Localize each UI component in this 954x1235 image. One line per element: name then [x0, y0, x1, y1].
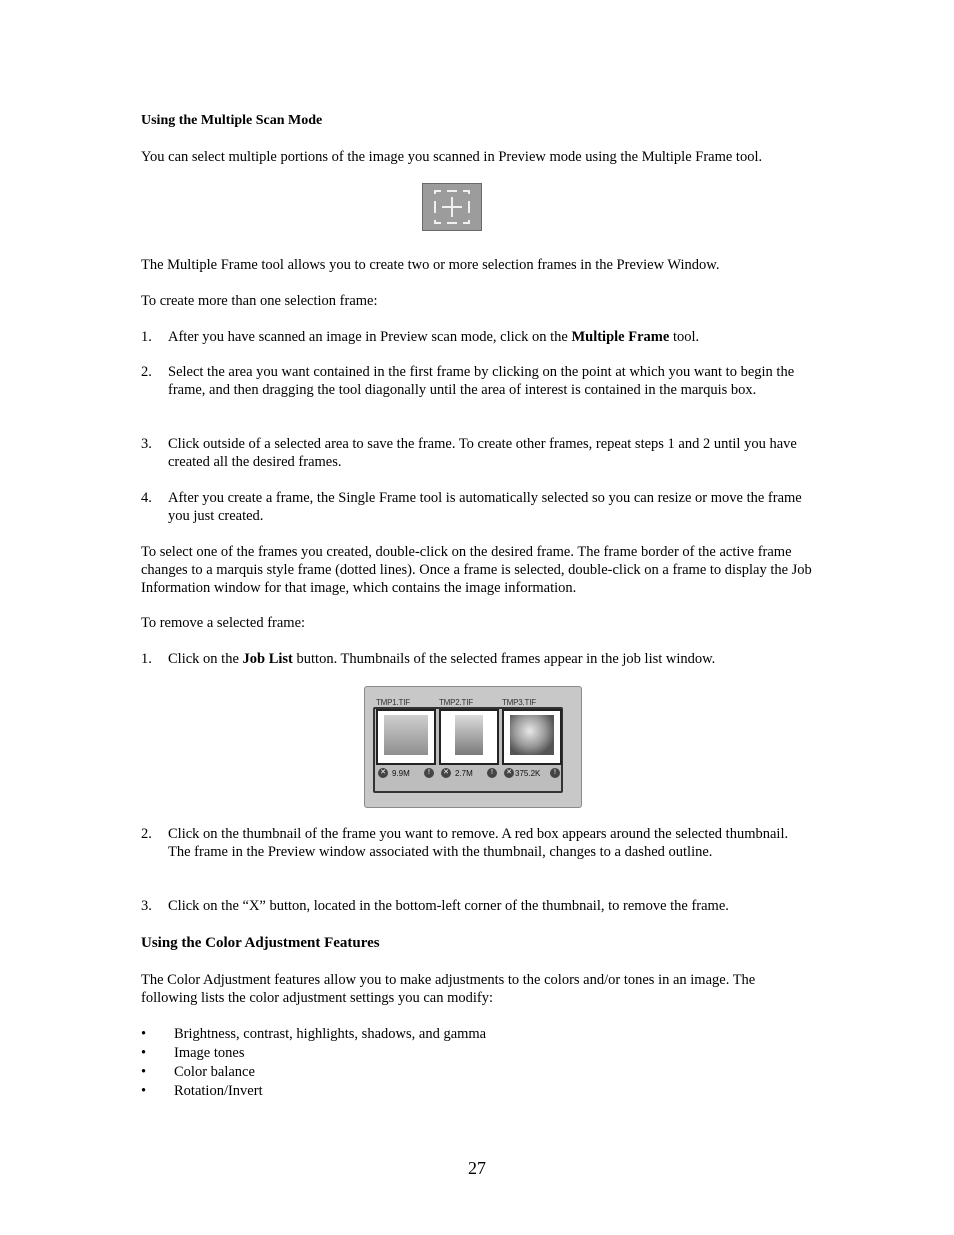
step-text: After you create a frame, the Single Frame tool is automatically selected so you can resize or move the frame you just created. — [168, 490, 802, 524]
step-number: 3. — [141, 898, 152, 914]
remove-x-icon[interactable]: ✕ — [504, 768, 514, 778]
job-list-window — [364, 686, 582, 808]
info-icon[interactable]: ! — [424, 768, 434, 778]
bullet-icon: • — [141, 1083, 147, 1099]
thumb-label: TMP3.TIF — [502, 698, 536, 707]
file-size: 2.7M — [455, 769, 473, 778]
step-text: Select the area you want contained in the first frame by clicking on the point at which you want to begin the frame, and then dragging the tool diagonally until the area of interest is contained in the marquis box. — [168, 364, 795, 398]
remove-frame-lead: To remove a selected frame: — [141, 615, 306, 631]
info-icon[interactable]: ! — [550, 768, 560, 778]
intro-paragraph: You can select multiple portions of the image you scanned in Preview mode using the Multiple Frame tool. — [141, 149, 763, 165]
multiple-frame-tool-icon — [422, 183, 482, 231]
page-number: 27 — [468, 1158, 486, 1178]
thumb-status-bar — [376, 767, 436, 781]
list-item: Brightness, contrast, highlights, shadows, and gamma — [174, 1026, 487, 1042]
thumb-status-bar — [502, 767, 562, 781]
info-icon[interactable]: ! — [487, 768, 497, 778]
list-item: Rotation/Invert — [174, 1083, 263, 1099]
bullet-icon: • — [141, 1045, 147, 1061]
file-size: 9.9M — [392, 769, 410, 778]
step-text: Click on the thumbnail of the frame you want to remove. A red box appears around the selected thumbnail. The frame in the Preview window associated with the thumbnail, changes to a dashed outline. — [168, 826, 789, 860]
thumbnail-3[interactable] — [502, 709, 562, 765]
step-number: 4. — [141, 490, 152, 506]
file-size: 375.2K — [515, 769, 541, 778]
step-number: 2. — [141, 364, 152, 380]
tool-description: The Multiple Frame tool allows you to create two or more selection frames in the Preview Window. — [141, 257, 720, 273]
step-text: Click on the Job List button. Thumbnails of the selected frames appear in the job list window. — [168, 651, 716, 667]
thumb-label: TMP2.TIF — [439, 698, 473, 707]
remove-x-icon[interactable]: ✕ — [441, 768, 451, 778]
step-number: 1. — [141, 651, 152, 667]
thumb-status-bar — [439, 767, 499, 781]
step-text: Click outside of a selected area to save the frame. To create other frames, repeat steps 1 and 2 until you have created all the desired frames. — [168, 436, 797, 470]
step-number: 2. — [141, 826, 152, 842]
color-intro-paragraph: The Color Adjustment features allow you to make adjustments to the colors and/or tones in an image. The following lists the color adjustment settings you can modify: — [141, 972, 756, 1006]
thumb-label: TMP1.TIF — [376, 698, 410, 707]
step-number: 1. — [141, 329, 152, 345]
remove-x-icon[interactable]: ✕ — [378, 768, 388, 778]
step-text: After you have scanned an image in Preview scan mode, click on the Multiple Frame tool. — [168, 329, 700, 345]
thumbnail-2[interactable] — [439, 709, 499, 765]
thumbnail-image — [510, 715, 554, 755]
step-number: 3. — [141, 436, 152, 452]
bullet-icon: • — [141, 1064, 147, 1080]
step-text: Click on the “X” button, located in the bottom-left corner of the thumbnail, to remove the frame. — [168, 898, 729, 914]
heading-color-adjustment: Using the Color Adjustment Features — [141, 935, 380, 951]
thumbnail-image — [384, 715, 428, 755]
thumbnail-1[interactable] — [376, 709, 436, 765]
list-item: Image tones — [174, 1045, 245, 1061]
thumbnail-image — [455, 715, 483, 755]
list-item: Color balance — [174, 1064, 255, 1080]
create-frame-lead: To create more than one selection frame: — [141, 293, 378, 309]
heading-multiple-scan: Using the Multiple Scan Mode — [141, 113, 323, 128]
select-frame-paragraph: To select one of the frames you created, double-click on the desired frame. The frame border of the active frame changes to a marquis style frame (dotted lines). Once a frame is selected, double-click on a frame to display the Job Information window for that image, which contains the image information. — [141, 544, 812, 596]
bullet-icon: • — [141, 1026, 147, 1042]
